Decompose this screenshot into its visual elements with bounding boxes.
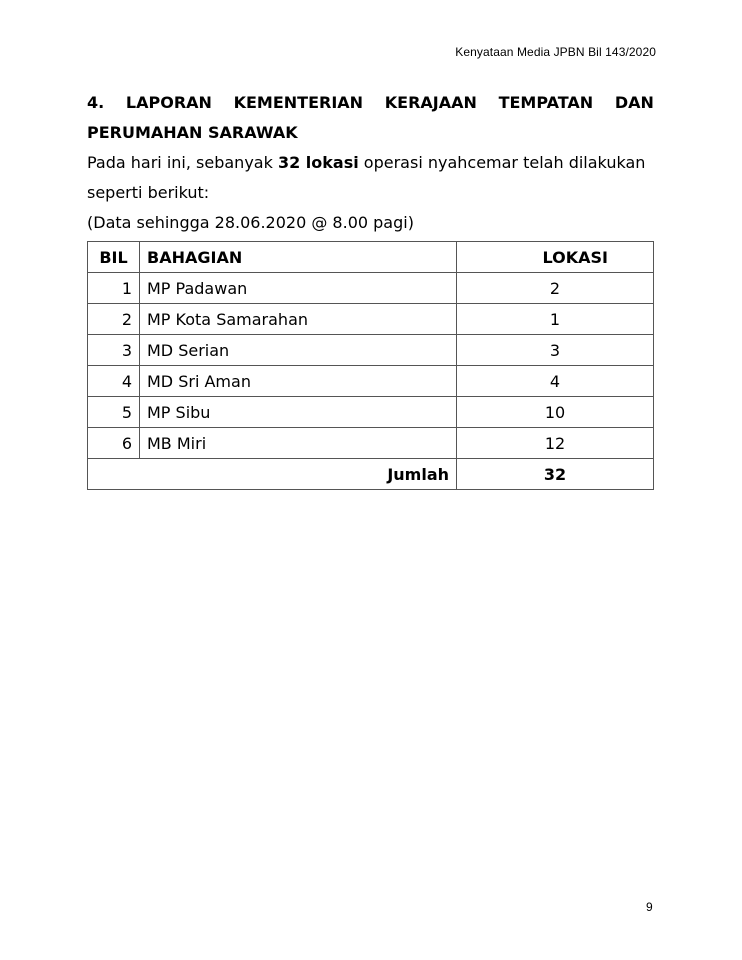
cell-bil: 3	[88, 335, 140, 366]
page-number: 9	[646, 900, 653, 914]
data-note: (Data sehingga 28.06.2020 @ 8.00 pagi)	[87, 213, 414, 232]
heading-line-1	[87, 88, 654, 118]
cell-bahagian: MP Kota Samarahan	[140, 304, 457, 335]
main-content	[87, 88, 654, 490]
cell-bahagian: MB Miri	[140, 428, 457, 459]
section-heading	[87, 88, 654, 148]
table-row	[88, 366, 654, 397]
page-header: Kenyataan Media JPBN Bil 143/2020	[455, 45, 656, 59]
heading-word: KERAJAAN	[384, 93, 477, 112]
header-bil: BIL	[88, 242, 140, 273]
header-bahagian: BAHAGIAN	[140, 242, 457, 273]
cell-bahagian: MP Padawan	[140, 273, 457, 304]
cell-bil: 6	[88, 428, 140, 459]
intro-paragraph	[87, 148, 654, 208]
header-lokasi: LOKASI	[457, 242, 654, 273]
table-row	[88, 335, 654, 366]
heading-word: KEMENTERIAN	[233, 93, 364, 112]
locations-table	[87, 241, 654, 490]
heading-word: 4.	[87, 93, 105, 112]
para-text-before: Pada hari ini, sebanyak	[87, 153, 278, 172]
cell-bil: 1	[88, 273, 140, 304]
cell-bil: 4	[88, 366, 140, 397]
table-total-row	[88, 459, 654, 490]
cell-bahagian: MD Serian	[140, 335, 457, 366]
cell-lokasi: 4	[457, 366, 654, 397]
cell-bil: 5	[88, 397, 140, 428]
para-text-bold: 32 lokasi	[277, 153, 359, 172]
heading-word: DAN	[614, 93, 654, 112]
cell-bahagian: MD Sri Aman	[140, 366, 457, 397]
cell-lokasi: 2	[457, 273, 654, 304]
cell-lokasi: 1	[457, 304, 654, 335]
cell-bahagian: MP Sibu	[140, 397, 457, 428]
cell-lokasi: 12	[457, 428, 654, 459]
total-value: 32	[457, 459, 654, 490]
heading-word: LAPORAN	[125, 93, 212, 112]
table-row	[88, 428, 654, 459]
para-text-after: operasi nyahcemar telah dilakukan seperti berikut:	[87, 153, 646, 202]
heading-line-2: PERUMAHAN SARAWAK	[87, 123, 298, 142]
heading-word: TEMPATAN	[498, 93, 594, 112]
cell-lokasi: 10	[457, 397, 654, 428]
table-header-row	[88, 242, 654, 273]
table-row	[88, 397, 654, 428]
table-row	[88, 273, 654, 304]
cell-bil: 2	[88, 304, 140, 335]
cell-lokasi: 3	[457, 335, 654, 366]
total-label: Jumlah	[88, 459, 457, 490]
table-row	[88, 304, 654, 335]
